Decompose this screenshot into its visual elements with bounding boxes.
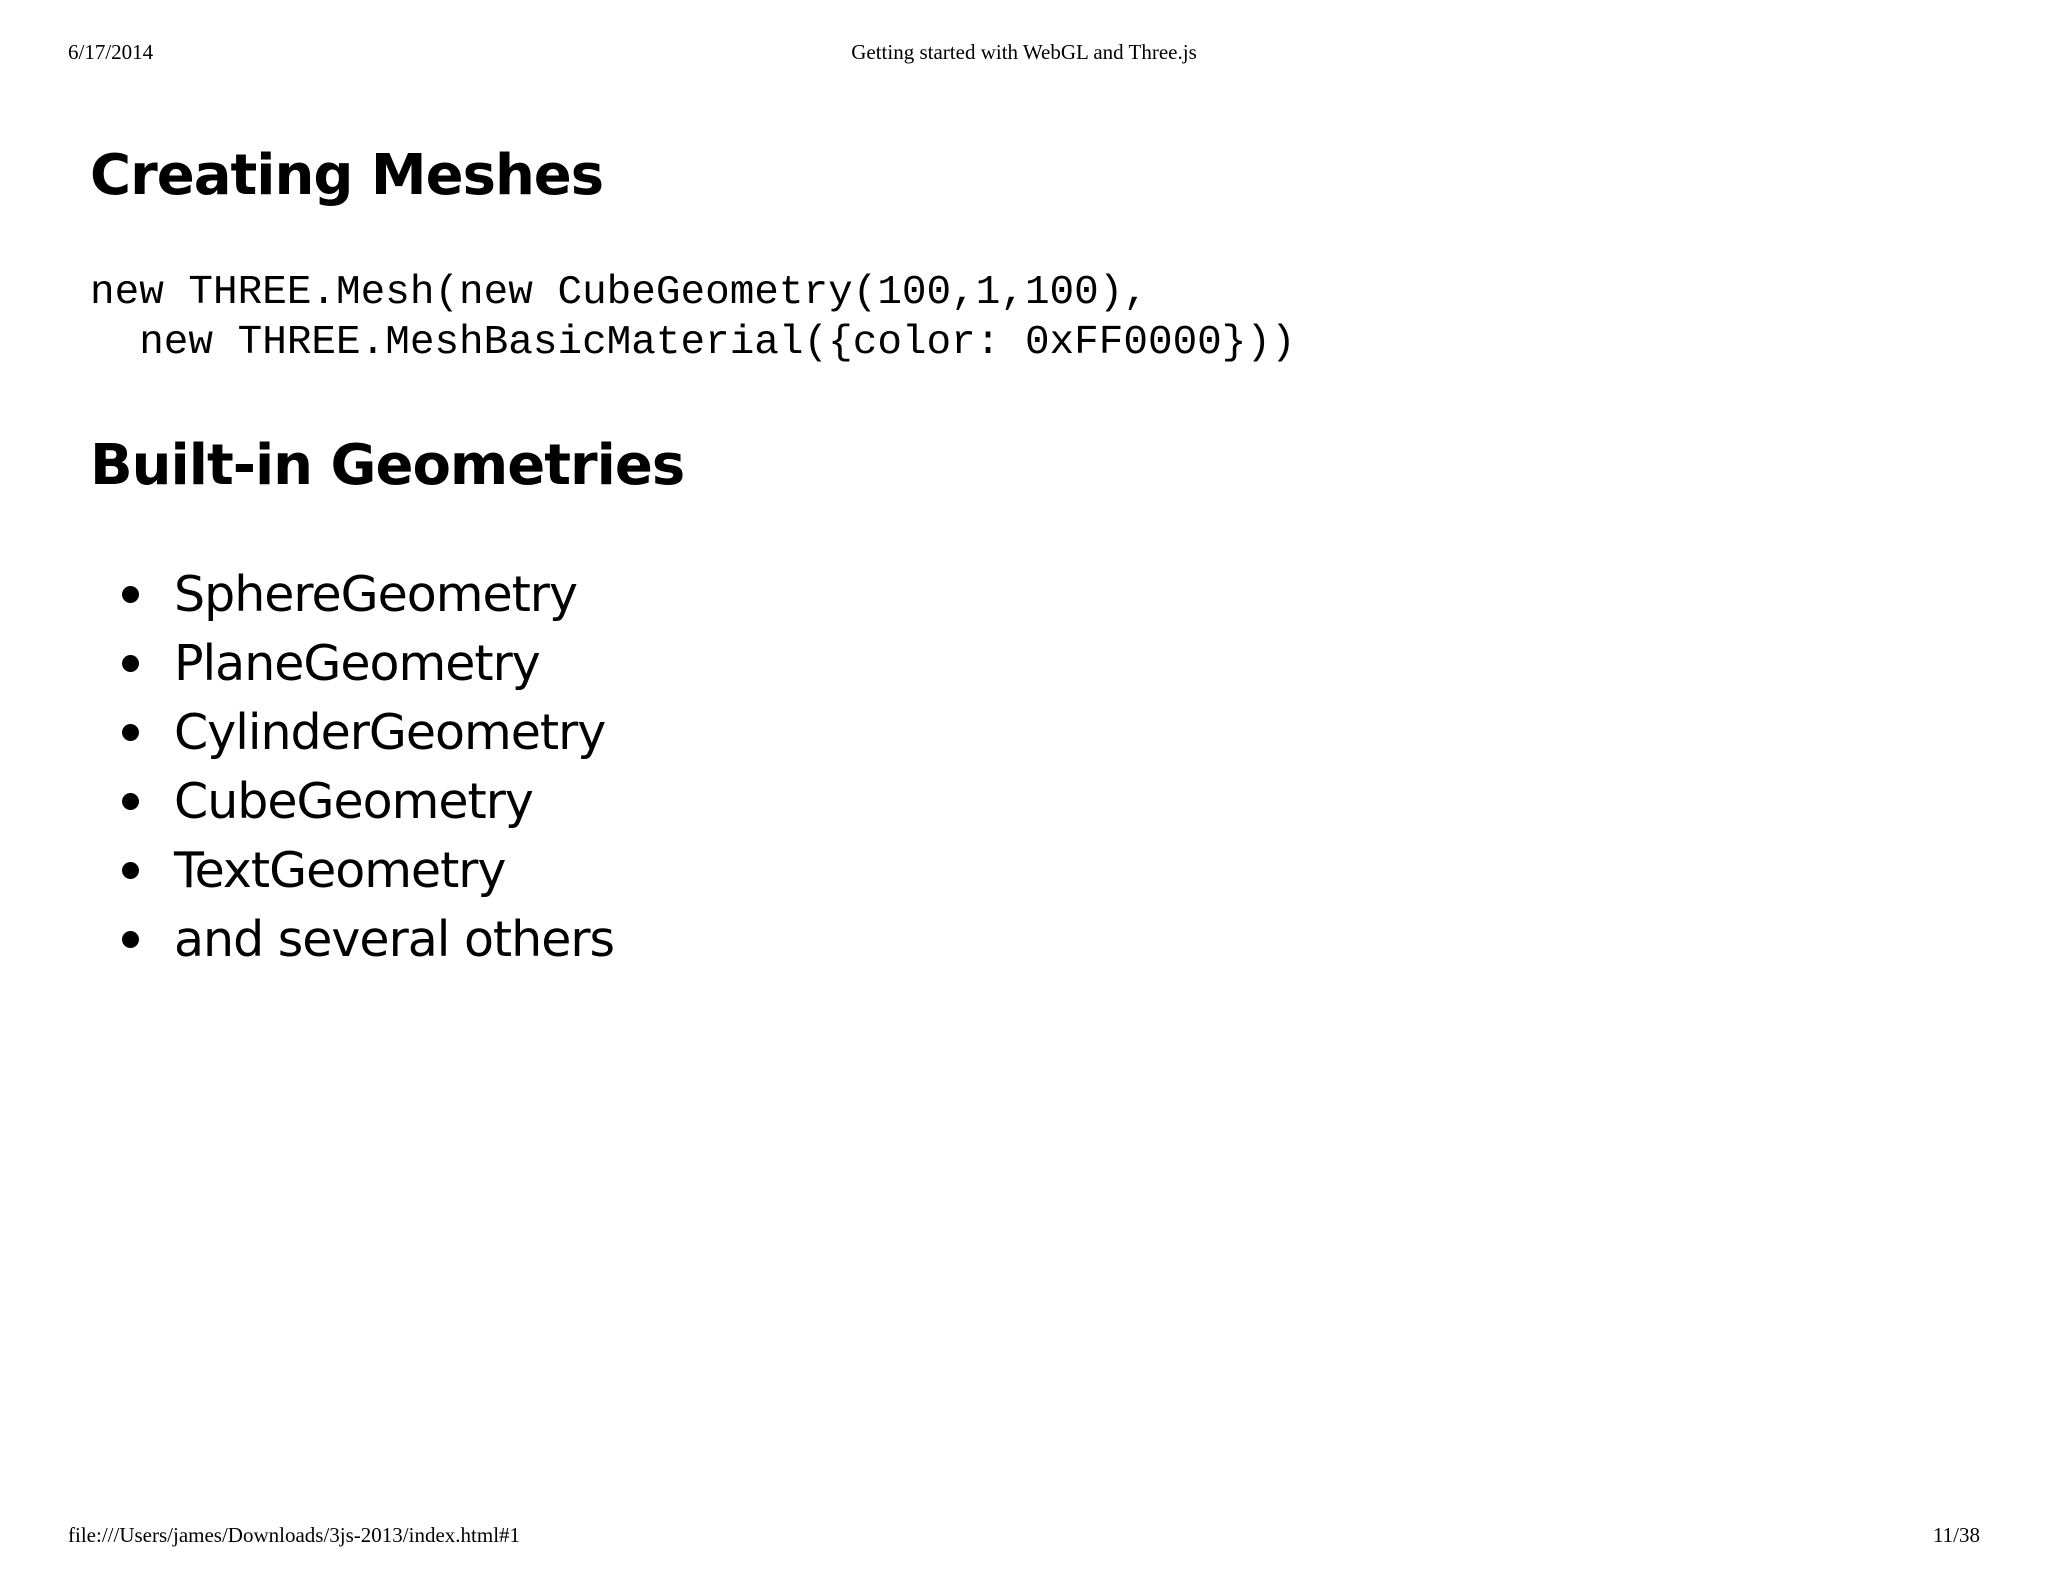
- list-item: [90, 698, 614, 767]
- list-item-label: PlaneGeometry: [174, 635, 540, 692]
- heading-creating-meshes: Creating Meshes: [90, 143, 604, 208]
- code-block: [90, 268, 1296, 368]
- print-header-title: Getting started with WebGL and Three.js: [851, 40, 1197, 64]
- bullet-icon: [122, 586, 139, 603]
- list-item-label: SphereGeometry: [174, 566, 577, 623]
- print-footer-page-number: 11/38: [1932, 1523, 1980, 1547]
- list-item: [90, 905, 614, 974]
- list-item: [90, 767, 614, 836]
- heading-built-in-geometries: Built-in Geometries: [90, 433, 685, 498]
- list-item-label: TextGeometry: [174, 842, 506, 899]
- bullet-icon: [122, 931, 139, 948]
- code-line: new THREE.MeshBasicMaterial({color: 0xFF0000})): [90, 320, 1296, 366]
- geometry-list: [90, 560, 614, 974]
- print-header-date: 6/17/2014: [68, 40, 154, 64]
- bullet-icon: [122, 793, 139, 810]
- list-item: [90, 836, 614, 905]
- list-item: [90, 560, 614, 629]
- list-item-label: CylinderGeometry: [174, 704, 606, 761]
- list-item-label: and several others: [174, 911, 615, 968]
- print-footer-url: file:///Users/james/Downloads/3js-2013/index.html#1: [68, 1523, 521, 1547]
- list-item: [90, 629, 614, 698]
- code-line: new THREE.Mesh(new CubeGeometry(100,1,100),: [90, 270, 1148, 316]
- bullet-icon: [122, 655, 139, 672]
- bullet-icon: [122, 862, 139, 879]
- bullet-icon: [122, 724, 139, 741]
- list-item-label: CubeGeometry: [174, 773, 533, 830]
